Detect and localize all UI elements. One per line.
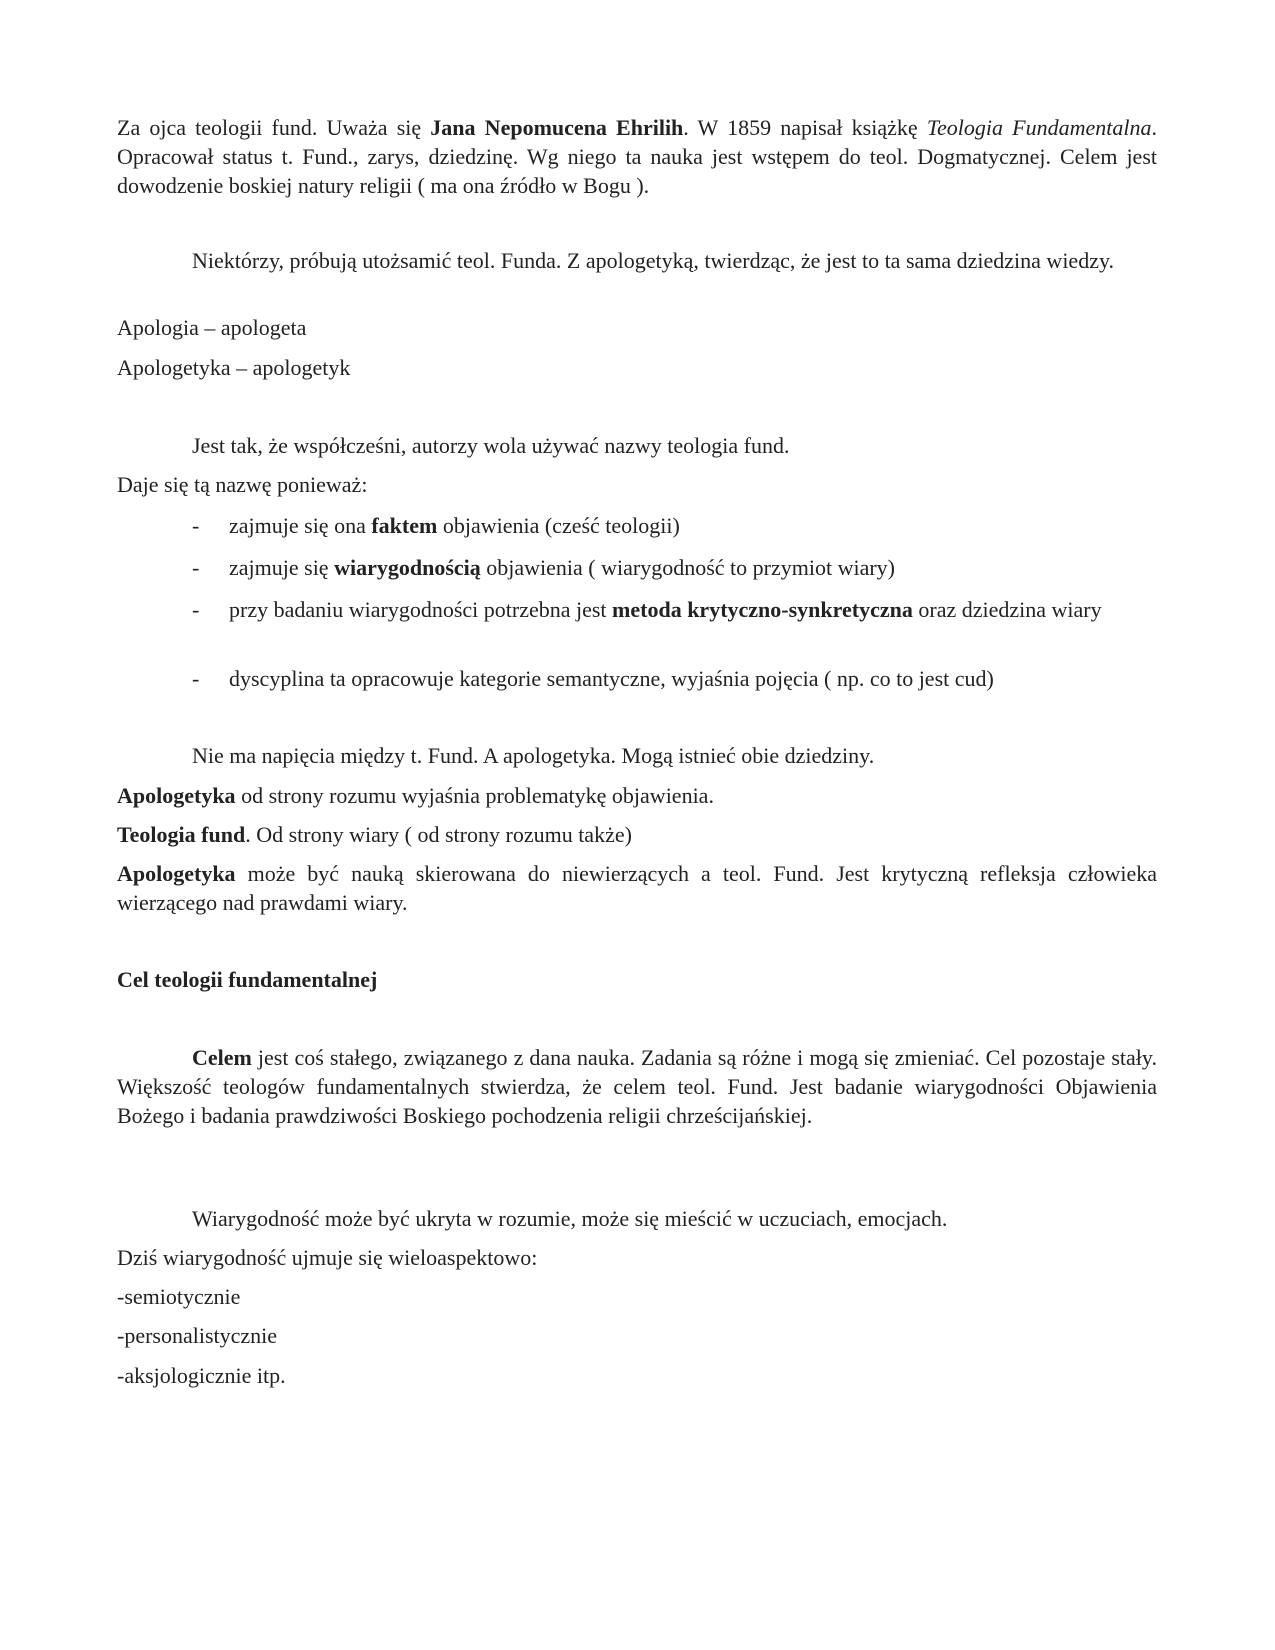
paragraph-apologetics-unbelievers: Apologetyka może być nauką skierowana do niewierzących a teol. Fund. Jest krytyczną refleksja człowieka wierzącego nad prawdami wiary. [117,861,1157,915]
bold-run: wiarygodnością [334,555,481,580]
dash-marker: - [192,597,200,622]
dash-marker: - [192,555,200,580]
text-run: Za ojca teologii fund. Uważa się [117,115,431,140]
dash-marker: - [192,513,200,538]
text-run: . W 1859 napisał książkę [683,115,927,140]
paragraph-credibility: Wiarygodność może być ukryta w rozumie, może się mieścić w uczuciach, emocjach. [192,1206,948,1231]
paragraph-reason-intro: Daje się tą nazwę ponieważ: [117,472,368,497]
bold-run: Apologetyka [117,861,236,886]
paragraph-apologetyka: Apologetyka – apologetyk [117,355,351,380]
text-run: . Opracował status t. Fund., zarys, dziedzinę. Wg niego ta nauka jest wstępem do teol. Dogmatycznej. Celem jest dowodzenie boskiej natury religii ( ma ona źródło w Bogu ). [117,115,1157,198]
paragraph-apologetics-reason: Apologetyka od strony rozumu wyjaśnia problematykę objawienia. [117,783,714,808]
bold-run: Teologia fund [117,822,246,847]
bold-run: metoda krytyczno-synkretyczna [612,597,913,622]
bold-run: Jana Nepomucena Ehrilih [430,115,684,140]
list-line: -aksjologicznie itp. [117,1363,286,1388]
dash-marker: - [192,666,200,691]
paragraph-goal: Celem jest coś stałego, związanego z dana nauka. Zadania są różne i mogą się zmieniać. Cel pozostaje stały. Większość teologów fundamentalnych stwierdza, że celem teol. Fund. Jest badanie wiarygodności Objawienia Bożego i badania prawdziwości Boskiego pochodzenia religii chrześcijańskiej. [117,1045,1157,1128]
bold-run: Apologetyka [117,783,236,808]
list-item-text: zajmuje się wiarygodnością objawienia ( wiarygodność to przymiot wiary) [229,555,895,580]
list-item-text: dyscyplina ta opracowuje kategorie semantyczne, wyjaśnia pojęcia ( np. co to jest cud) [229,666,994,691]
list-line: -semiotycznie [117,1284,241,1309]
paragraph-intro [117,113,1157,200]
bold-run: Celem [192,1045,252,1070]
list-item-text: zajmuje się ona faktem objawienia (cześć teologii) [229,513,680,538]
paragraph-multiaspect: Dziś wiarygodność ujmuje się wieloaspektowo: [117,1245,538,1270]
italic-run: Teologia Fundamentalna [926,115,1152,140]
section-heading: Cel teologii fundamentalnej [117,967,378,992]
paragraph-apologetics-identification: Niektórzy, próbują utożsamić teol. Funda. Z apologetyką, twierdząc, że jest to ta sama dziedzina wiedzy. [192,248,1115,273]
paragraph-fundamental-theology: Teologia fund. Od strony wiary ( od strony rozumu także) [117,822,632,847]
paragraph-apologia: Apologia – apologeta [117,315,307,340]
bold-run: faktem [371,513,438,538]
paragraph-no-tension: Nie ma napięcia między t. Fund. A apologetyka. Mogą istnieć obie dziedziny. [192,743,875,768]
paragraph-modern-authors: Jest tak, że współcześni, autorzy wola używać nazwy teologia fund. [192,433,790,458]
list-item-text: przy badaniu wiarygodności potrzebna jest metoda krytyczno-synkretyczna oraz dziedzina wiary [229,597,1102,622]
list-line: -personalistycznie [117,1323,278,1348]
